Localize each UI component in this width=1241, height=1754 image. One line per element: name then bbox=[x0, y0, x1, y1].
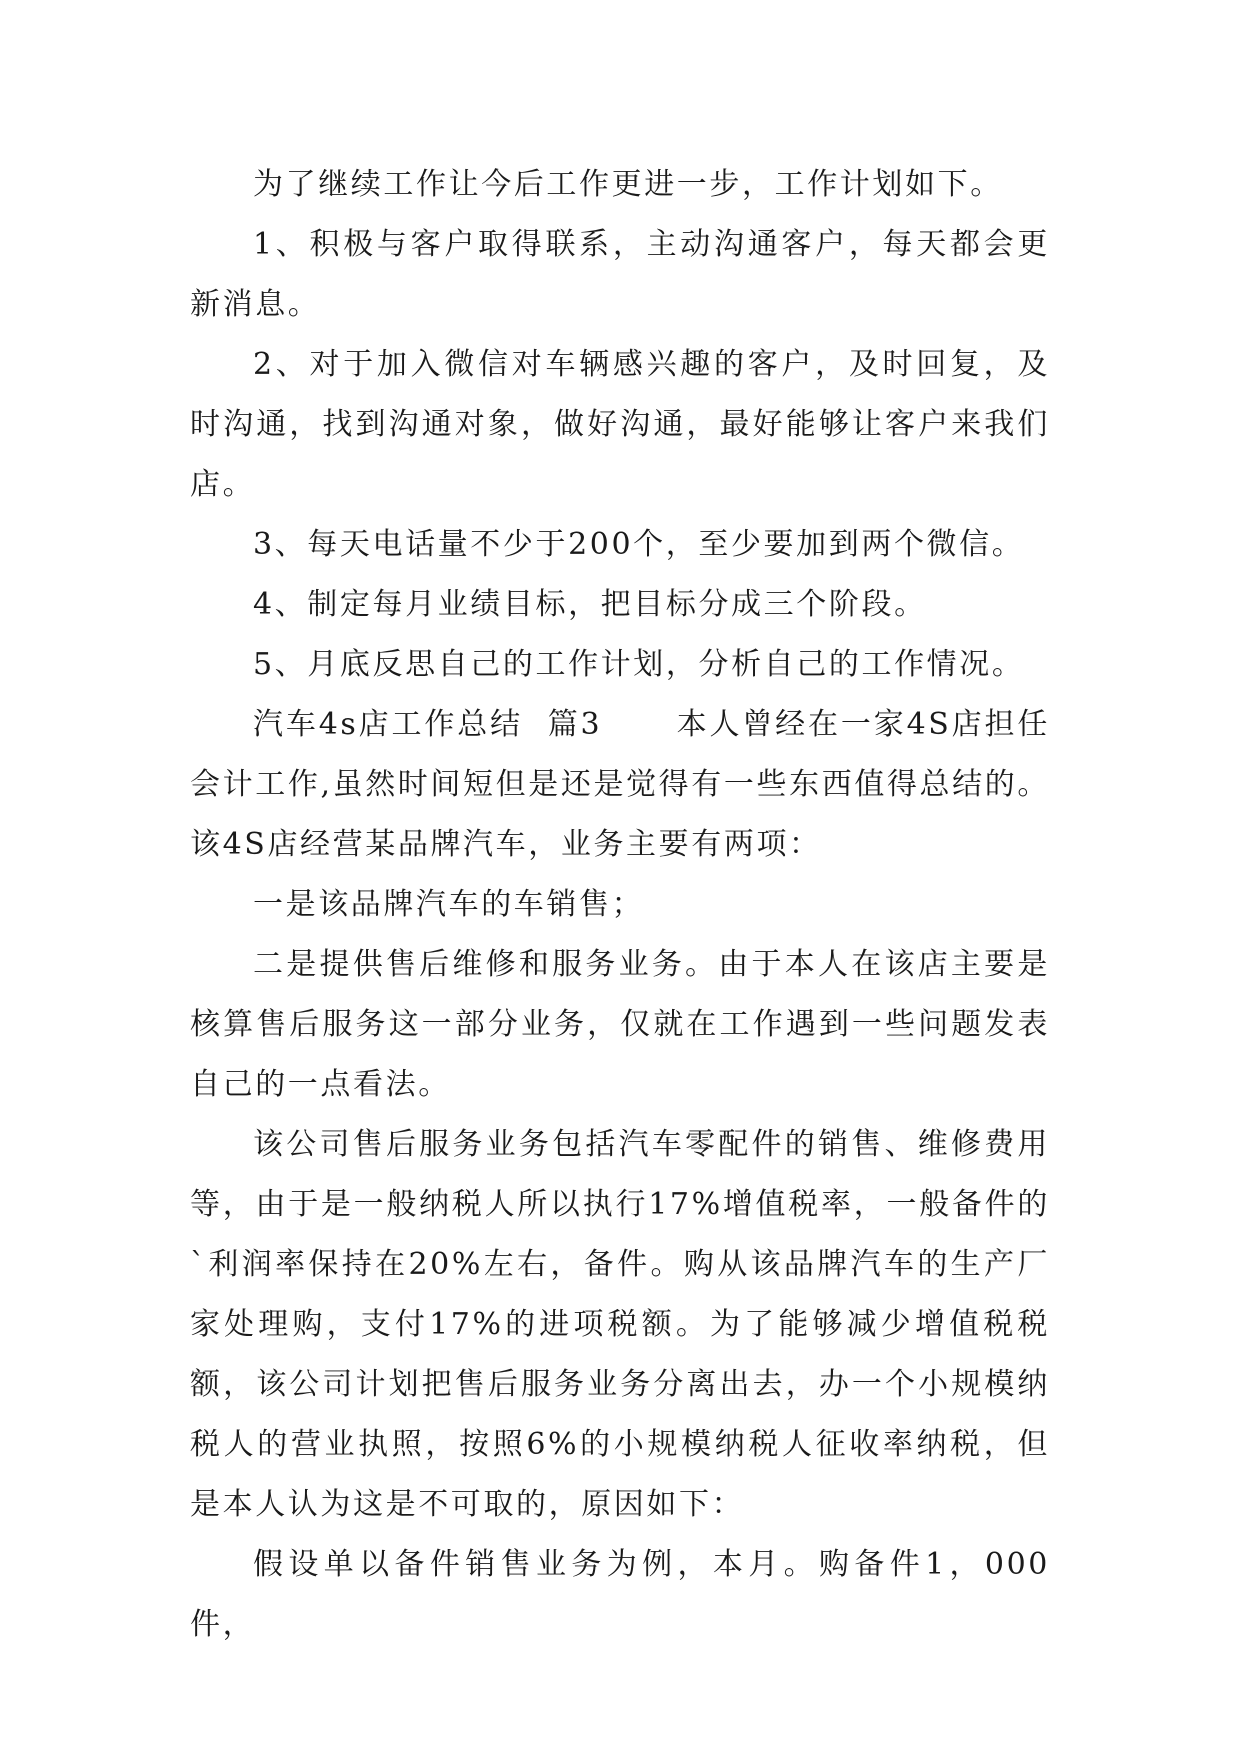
paragraph-plan-item-4: 4、制定每月业绩目标，把目标分成三个阶段。 bbox=[253, 587, 927, 622]
paragraph-section-3-intro: 汽车4s店工作总结 篇3 本人曾经在一家4S店担任会计工作,虽然时间短但是还是觉得有一些东西值得总结的。该4S店经营某品牌汽车，业务主要有两项： bbox=[190, 707, 1050, 862]
paragraph-plan-intro: 为了继续工作让今后工作更进一步，工作计划如下。 bbox=[253, 167, 1003, 202]
paragraph-business-2: 二是提供售后维修和服务业务。由于本人在该店主要是核算售后服务这一部分业务，仅就在工作遇到一些问题发表自己的一点看法。 bbox=[190, 947, 1050, 1102]
document-body bbox=[190, 155, 1050, 1655]
paragraph-plan-item-2: 2、对于加入微信对车辆感兴趣的客户，及时回复，及时沟通，找到沟通对象，做好沟通，最好能够让客户来我们店。 bbox=[190, 347, 1050, 502]
paragraph-example: 假设单以备件销售业务为例，本月。购备件1，000件， bbox=[190, 1547, 1050, 1642]
paragraph-plan-item-3: 3、每天电话量不少于200个，至少要加到两个微信。 bbox=[253, 527, 1025, 562]
paragraph-tax-analysis: 该公司售后服务业务包括汽车零配件的销售、维修费用等，由于是一般纳税人所以执行17%增值税率，一般备件的`利润率保持在20%左右，备件。购从该品牌汽车的生产厂家处理购，支付17%的进项税额。为了能够减少增值税税额，该公司计划把售后服务业务分离出去，办一个小规模纳税人的营业执照，按照6%的小规模纳税人征收率纳税，但是本人认为这是不可取的，原因如下： bbox=[190, 1127, 1050, 1522]
paragraph-plan-item-1: 1、积极与客户取得联系，主动沟通客户，每天都会更新消息。 bbox=[190, 227, 1050, 322]
paragraph-plan-item-5: 5、月底反思自己的工作计划，分析自己的工作情况。 bbox=[253, 647, 1025, 682]
paragraph-business-1: 一是该品牌汽车的车销售； bbox=[253, 887, 645, 922]
